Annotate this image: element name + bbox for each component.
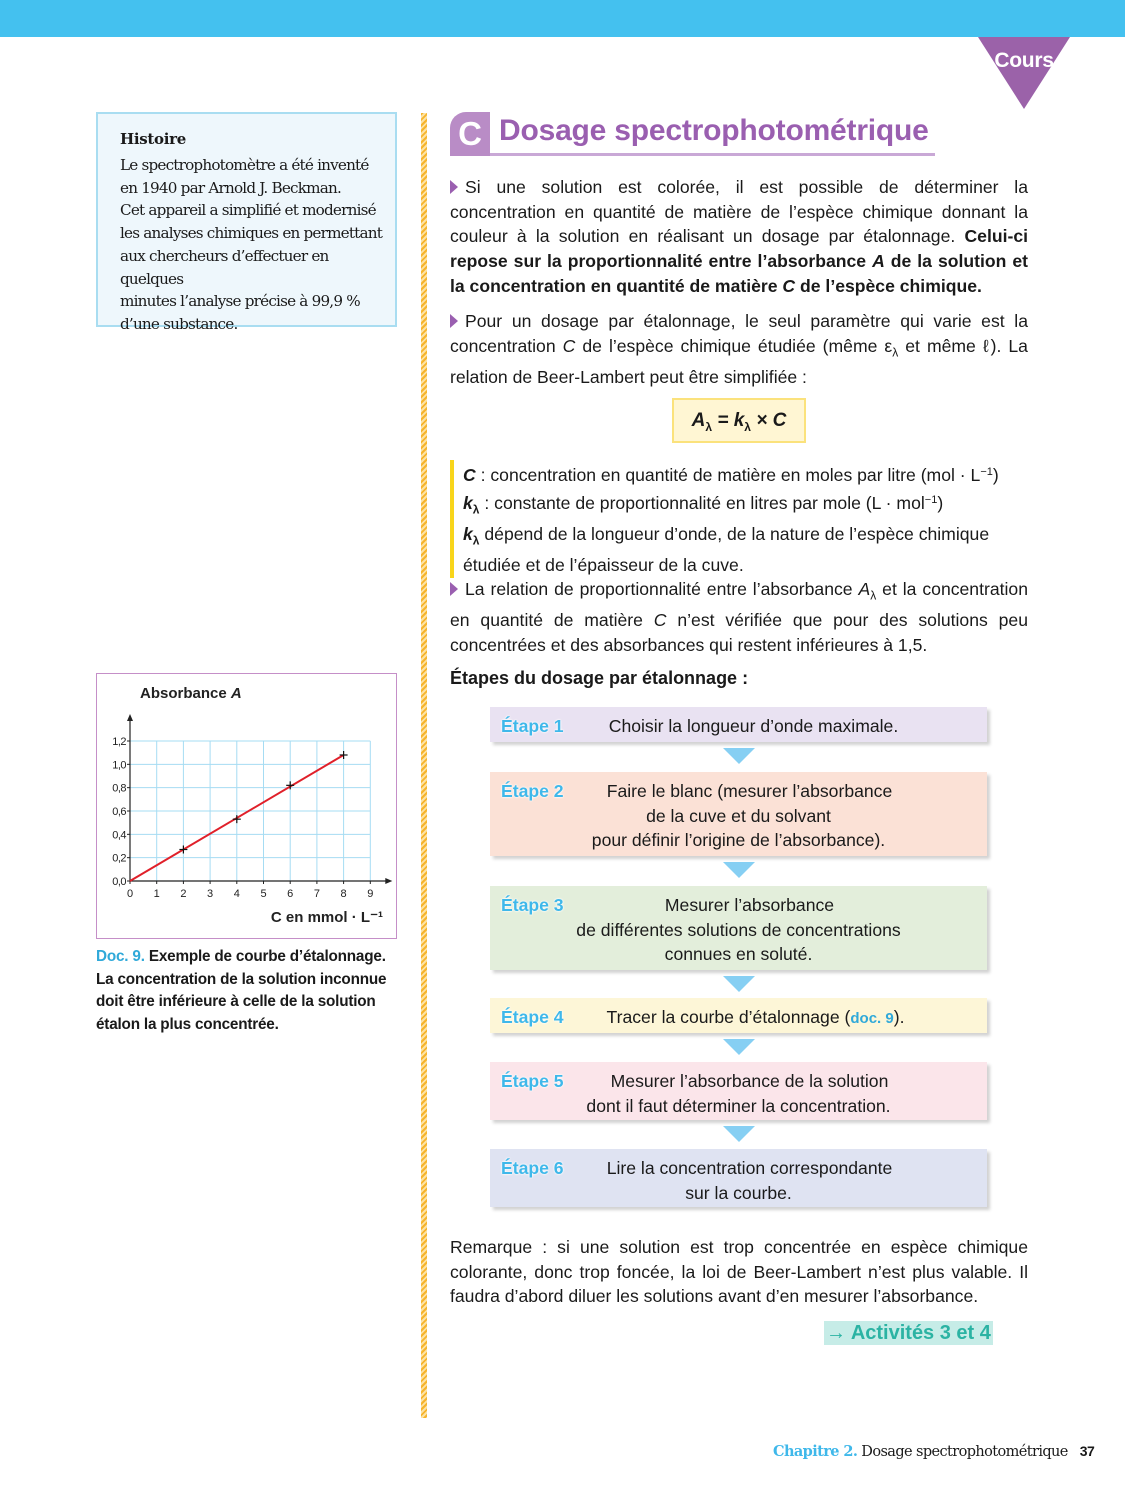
step-label: Étape 6 [501, 1158, 564, 1178]
doc-number: Doc. 9. [96, 948, 145, 965]
svg-text:3: 3 [207, 888, 214, 900]
svg-text:2: 2 [180, 888, 187, 900]
remarque-paragraph: Remarque : si une solution est trop concentrée en espèce chimique colorante, donc trop foncée, la loi de Beer-Lambert n’est plus valable. Il faudra d’abord diluer les solutions avant d’en mesurer l’absorbance. [450, 1237, 1028, 1307]
svg-text:4: 4 [233, 888, 240, 900]
doc-caption-text: Exemple de courbe d’étalonnage. La concentration de la solution inconnue doit être inférieure à celle de la solution étalon la plus concentrée. [96, 948, 387, 1034]
step-text: Lire la concentration correspondante sur la courbe. [606, 1158, 893, 1203]
svg-text:0,6: 0,6 [112, 806, 126, 818]
activites-link[interactable]: → Activités 3 et 4 [826, 1322, 991, 1344]
step-6 [490, 1149, 987, 1207]
svg-text:8: 8 [340, 888, 347, 900]
page-number: 37 [1079, 1443, 1095, 1459]
step-label: Étape 3 [501, 895, 564, 915]
steps-title: Étapes du dosage par étalonnage : [450, 668, 749, 688]
svg-text:1: 1 [153, 888, 160, 900]
step-text: Choisir la longueur d’onde maximale. [608, 716, 899, 736]
page-footer [773, 1443, 1094, 1460]
bullet-icon [450, 314, 458, 328]
formula-legend [450, 460, 1030, 578]
beer-lambert-formula: $A_\lambda = k_\lambda \times C$ [672, 398, 806, 443]
column-divider [421, 113, 427, 1418]
svg-text:0,0: 0,0 [112, 876, 126, 888]
section-title: Dosage spectrophotométrique [499, 114, 929, 147]
legend-line-k-depends: $k_\lambda$ dépend de la longueur d’onde, de la nature de l’espèce chimique étudiée et de l’épaisseur de la cuve. [463, 523, 990, 576]
arrow-down-icon [723, 748, 755, 764]
svg-text:0,8: 0,8 [112, 782, 126, 795]
legend-line-c: C : concentration en quantité de matière en moles par litre $(mol \cdot L^{-1})$ [463, 465, 999, 485]
paragraph-intro: Si une solution est colorée, il est possible de déterminer la concentration en quantité de matière de l’espèce chimique donnant la couleur à la solution en réalisant un dosage par étalonnage. Celui-ci repose sur la proportionnalité entre l’absorbance A de la solution et la concentration en quantité de matière C de l’espèce chimique. [450, 177, 1028, 296]
step-label: Étape 1 [501, 716, 564, 736]
histoire-line: aux chercheurs d’effectuer en quelques [120, 246, 329, 288]
triangle-tab-icon [978, 37, 1070, 109]
step-3 [490, 886, 987, 970]
doc-9-link[interactable]: doc. 9 [850, 1010, 894, 1027]
histoire-line: en 1940 par Arnold J. Beckman. [120, 178, 341, 197]
svg-text:1,2: 1,2 [112, 736, 126, 748]
arrow-down-icon [723, 976, 755, 992]
step-text: Faire le blanc (mesurer l’absorbance de la cuve et du solvant pour définir l’origine de l’absorbance). [591, 781, 893, 851]
paragraph-validity: La relation de proportionnalité entre l’absorbance $A_\lambda$ et la concentration en quantité de matière C n’est vérifiée que pour des solutions peu concentrées et des absorbances qui restent inférieures à 1,5. [450, 579, 1028, 655]
histoire-line: les analyses chimiques en permettant [120, 224, 383, 243]
step-1 [490, 707, 987, 742]
step-2 [490, 772, 987, 856]
top-color-bar [0, 0, 1125, 37]
histoire-line: minutes l’analyse précise à 99,9 % [120, 292, 360, 311]
legend-line-k: $k_\lambda$ : constante de proportionnalité en litres par mole (L · mol$^{-1}$) [463, 492, 944, 517]
step-label: Étape 4 [501, 1007, 564, 1027]
histoire-text [120, 154, 395, 336]
svg-text:0,4: 0,4 [112, 829, 126, 842]
section-heading [450, 112, 1030, 158]
histoire-line: Cet appareil a simplifié et modernisé [120, 201, 376, 220]
histoire-line: Le spectrophotomètre a été inventé [120, 156, 369, 174]
step-text: Mesurer l’absorbance de différentes solutions de concentrations connues en soluté. [576, 895, 901, 965]
main-content [450, 112, 1030, 1344]
svg-text:6: 6 [287, 888, 294, 900]
cours-section-tab [978, 37, 1070, 109]
histoire-line: d’une substance. [120, 314, 238, 333]
histoire-title: Histoire [120, 130, 186, 148]
calibration-chart [96, 673, 397, 939]
section-letter: C [450, 112, 490, 156]
step-text: Tracer la courbe d’étalonnage (doc. 9). [606, 1007, 905, 1027]
doc-caption [96, 946, 401, 1037]
arrow-down-icon [723, 1126, 755, 1142]
step-label: Étape 2 [501, 781, 564, 801]
svg-text:Absorbance A: Absorbance A [140, 685, 242, 702]
svg-text:0: 0 [126, 888, 134, 900]
arrow-down-icon [723, 862, 755, 878]
svg-text:9: 9 [367, 888, 374, 900]
footer-chapter-title: Dosage spectrophotométrique [861, 1444, 1068, 1460]
footer-chapter: Chapitre 2. [773, 1443, 858, 1460]
svg-text:0,2: 0,2 [112, 852, 126, 865]
bullet-icon [450, 180, 458, 194]
step-4 [490, 998, 987, 1033]
svg-text:1,0: 1,0 [112, 759, 126, 772]
paragraph-beer-lambert: Pour un dosage par étalonnage, le seul paramètre qui varie est la concentration C de l’espèce chimique étudiée (même $\varepsilon_\lambda$ et même ℓ). La relation de Beer-Lambert peut être simplifiée : [450, 311, 1028, 387]
section-underline [490, 153, 935, 156]
step-5 [490, 1062, 987, 1120]
histoire-box [96, 112, 397, 333]
arrow-down-icon [723, 1039, 755, 1055]
svg-text:C en mmol · L⁻¹: C en mmol · L⁻¹ [270, 909, 383, 926]
step-label: Étape 5 [501, 1071, 564, 1091]
chart-plot [97, 674, 395, 937]
svg-text:7: 7 [313, 888, 320, 900]
step-text: Mesurer l’absorbance de la solution dont il faut déterminer la concentration. [586, 1071, 891, 1116]
svg-text:5: 5 [260, 888, 267, 900]
bullet-icon [450, 582, 458, 596]
cours-label: Cours [994, 49, 1054, 72]
